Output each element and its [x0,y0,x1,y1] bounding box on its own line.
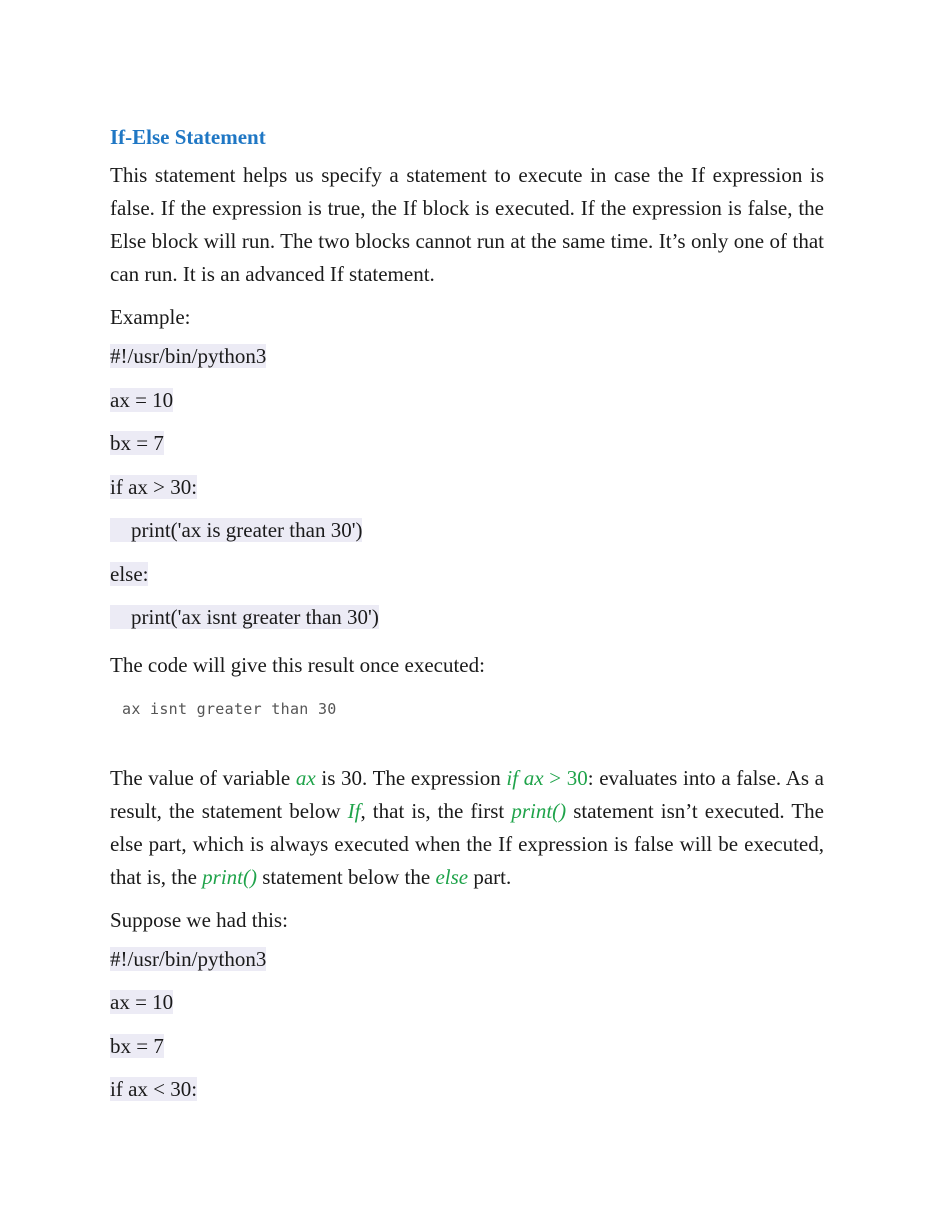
code-line: #!/usr/bin/python3 [110,344,267,368]
code-line: if ax > 30: [110,474,198,499]
keyword-if-ax: if ax [506,765,544,790]
example-label: Example: [110,305,191,329]
keyword-else: else [435,864,469,889]
keyword-print: print() [511,798,567,823]
document-page [110,122,824,1121]
keyword-print: print() [202,864,257,889]
code-line: if ax < 30: [110,1077,198,1101]
code-line: bx = 7 [110,1033,164,1058]
keyword-if: If [347,798,361,823]
explanation-paragraph: The value of variable ax is 30. The expression if ax > 30: evaluates into a false. As a result, the statement below If, that is, the first print() statement isn’t executed. The else part, which is always executed when the If expression is false will be executed, that is, the print() statement below the else part. [110,765,825,889]
code-line: ax = 10 [110,990,174,1014]
code-line: bx = 7 [110,431,164,455]
suppose-label: Suppose we had this: [110,907,288,932]
code-line: else: [110,561,149,586]
code-line: print('ax is greater than 30') [110,518,363,542]
program-output: ax isnt greater than 30 [122,699,337,718]
code-line: print('ax isnt greater than 30') [110,605,379,629]
section-heading: If-Else Statement [110,125,266,149]
code-line: #!/usr/bin/python3 [110,946,267,971]
keyword-ax: ax [295,765,316,790]
code-line: ax = 10 [110,387,174,412]
intro-paragraph: This statement helps us specify a statement to execute in case the If expression is false. If the expression is true, the If block is executed. If the expression is false, the Else block will run. The two blocks cannot run at the same time. It’s only one of that can run. It is an advanced If statement. [110,163,824,286]
result-intro: The code will give this result once executed: [110,652,485,677]
keyword-gt-30: > 30 [543,765,588,790]
code-block-1 [110,344,824,629]
code-block-2 [110,947,824,1102]
